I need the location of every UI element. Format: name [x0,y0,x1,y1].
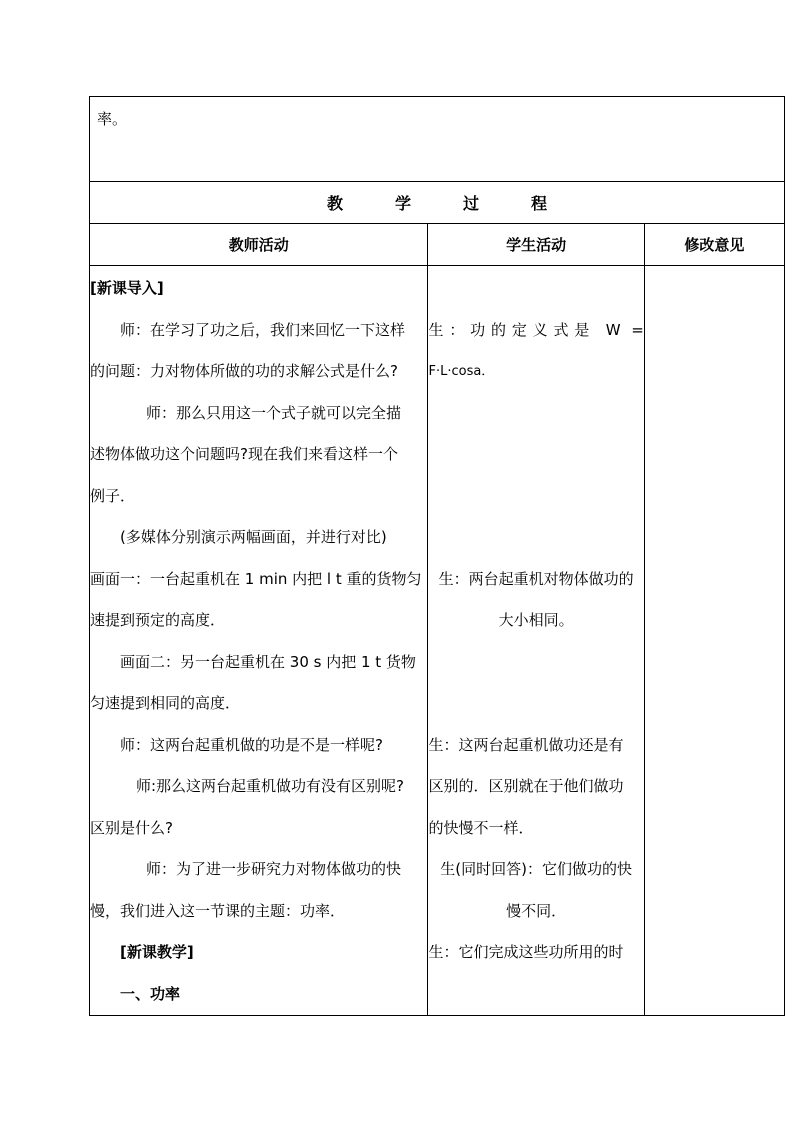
teacher-line: 师:那么这两台起重机做功有没有区别呢? [136,777,405,795]
teacher-line: 画面二：另一台起重机在 30 s 内把 1 t 货物 [120,652,416,671]
revision-notes-cell [644,266,784,1016]
column-header-row [90,224,785,266]
intro-heading: [新课导入] [90,279,164,297]
lesson-plan-table [89,96,785,1016]
objectives-cell [90,97,785,182]
teacher-line: 画面一：一台起重机在 1 min 内把 l t 重的货物匀 [90,569,422,588]
new-lesson-heading: [新课教学] [120,943,194,961]
teacher-line: 师：为了进一步研究力对物体做功的快 [146,860,402,878]
student-line: 慢不同． [506,901,567,920]
section-title: 教学过程 [326,194,599,213]
teacher-line: 例子． [90,486,136,505]
power-heading: 一、功率 [120,984,181,1003]
objectives-row [90,97,785,182]
teacher-line: 师：那么只用这一个式子就可以完全描 [146,403,402,422]
student-line: 区别的．区别就在于他们做功 [428,777,624,795]
teacher-line: 匀速提到相同的高度． [90,694,241,712]
section-title-cell [90,182,785,224]
student-activity-cell [428,266,644,1016]
student-line: 生：功的定义式是 W = [428,320,644,339]
student-line: 生：这两台起重机做功还是有 [428,735,624,754]
header-student: 学生活动 [428,224,644,266]
header-teacher: 教师活动 [90,224,428,266]
student-line: 大小相同。 [498,611,574,629]
objectives-text: 率。 [97,110,128,128]
student-line: 生(同时回答)：它们做功的快 [440,860,632,878]
student-line: 的快慢不一样． [428,818,534,837]
header-notes: 修改意见 [644,224,784,266]
teacher-line: (多媒体分别演示两幅画面，并进行对比) [120,528,387,546]
teacher-line: 师：在学习了功之后，我们来回忆一下这样 [120,320,406,339]
section-title-row [90,182,785,224]
teacher-line: 速提到预定的高度． [90,611,226,629]
body-row [90,266,785,1016]
teacher-line: 区别是什么? [90,818,173,837]
teacher-line: 慢，我们进入这一节课的主题：功率． [90,901,346,920]
teacher-line: 述物体做功这个问题吗?现在我们来看这样一个 [90,445,398,463]
student-line: 生：两台起重机对物体做功的 [438,569,634,588]
teacher-line: 的问题：力对物体所做的功的求解公式是什么? [90,362,398,380]
teacher-line: 师：这两台起重机做的功是不是一样呢? [120,735,383,754]
teacher-activity-cell [90,266,428,1016]
student-line: F·L·cosa． [428,364,495,379]
student-line: 生：它们完成这些功所用的时 [428,943,624,961]
